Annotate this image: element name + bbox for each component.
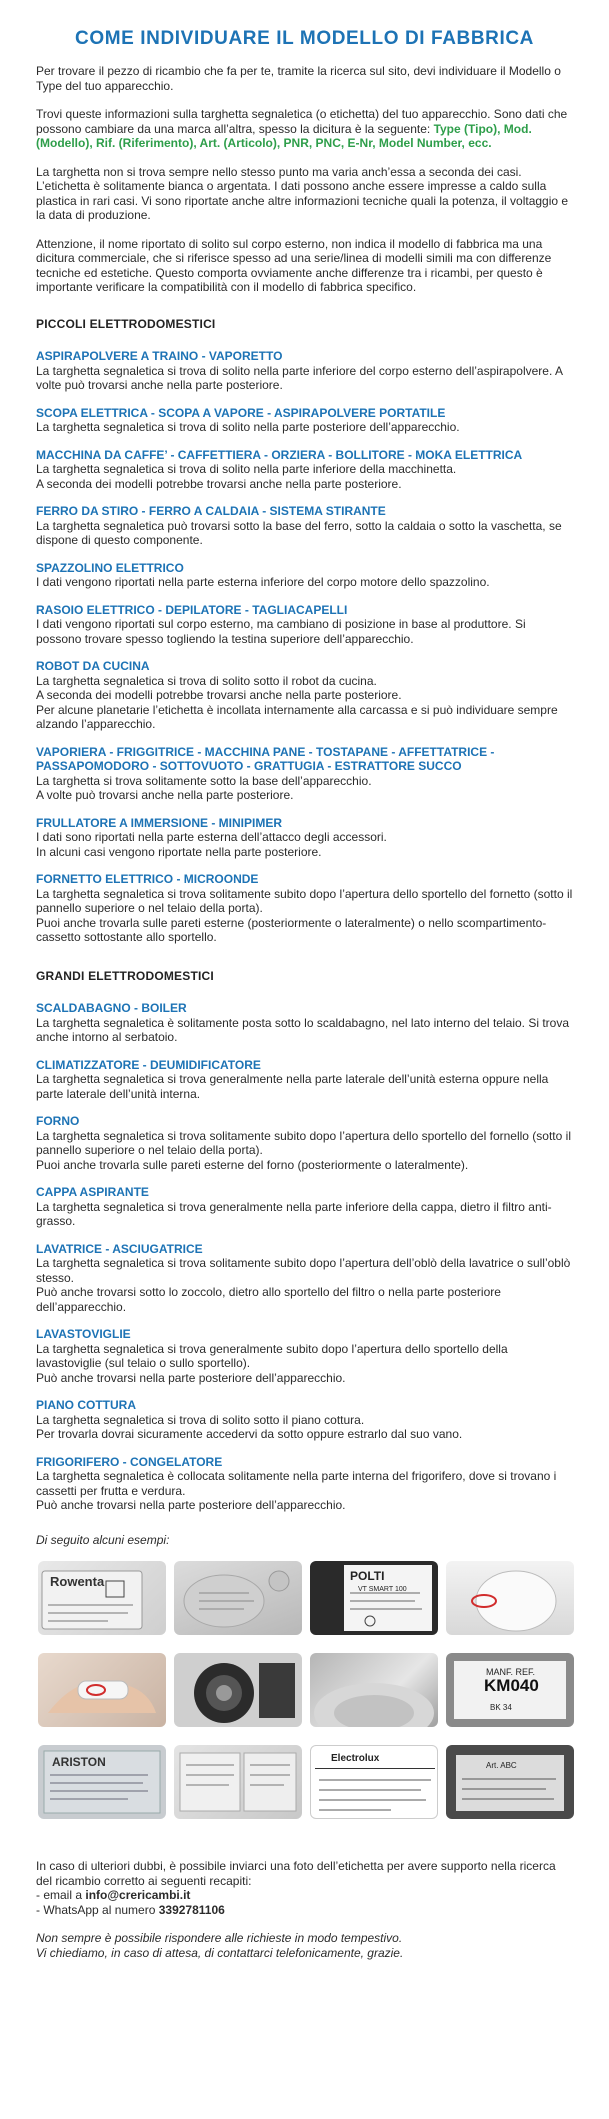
large-appliance-item-text: La targhetta segnaletica si trova solitamente subito dopo l’apertura dello sportello del fornello (sotto il pannello superiore o nel telaio della porta).	[36, 1128, 571, 1157]
example-photo-toothbrush-base	[446, 1561, 574, 1635]
art-text: Art. ABC	[486, 1761, 517, 1770]
small-appliance-item	[36, 745, 573, 803]
contact-whatsapp-row	[36, 1903, 573, 1918]
small-appliance-item-title: SPAZZOLINO ELETTRICO	[36, 560, 184, 575]
small-appliance-item-text: La targhetta segnaletica si trova solitamente subito dopo l’apertura dello sportello del fornetto (sotto il pannello superiore o nel telaio della porta).	[36, 886, 573, 915]
small-appliance-item	[36, 448, 573, 492]
brand-text: Rowenta	[50, 1574, 105, 1589]
large-appliance-item	[36, 1001, 573, 1045]
page-title: COME INDIVIDUARE IL MODELLO DI FABBRICA	[75, 28, 534, 49]
small-appliance-item-text: La targhetta segnaletica si trova di solito nella parte inferiore del corpo esterno dell’aspirapolvere. A volte può trovarsi anche nella parte posteriore.	[36, 363, 563, 392]
small-appliance-item-text: A seconda dei modelli potrebbe trovarsi anche nella parte posteriore.	[36, 688, 402, 702]
small-appliance-item	[36, 504, 573, 548]
large-appliance-item	[36, 1058, 573, 1102]
large-appliance-item	[36, 1398, 573, 1442]
intro-paragraph-1: Per trovare il pezzo di ricambio che fa per te, tramite la ricerca sul sito, devi individuare il Modello o Type del tuo apparecchio.	[36, 64, 561, 93]
whatsapp-prefix: - WhatsApp al numero	[36, 1902, 159, 1917]
email-prefix: - email a	[36, 1888, 86, 1902]
large-appliance-item-text: La targhetta segnaletica è collocata solitamente nella parte interna del frigorifero, dove si trovano i cassetti per frutta e verdura.	[36, 1469, 557, 1498]
example-photo-embossed-label	[174, 1561, 302, 1635]
small-appliance-item-text: La targhetta segnaletica si trova di solito sotto il robot da cucina.	[36, 673, 377, 688]
example-photo-km040-label	[446, 1653, 574, 1727]
example-photo-ariston-label	[38, 1745, 166, 1819]
small-appliance-item-title: FRULLATORE A IMMERSIONE - MINIPIMER	[36, 815, 282, 830]
small-appliance-item-text: Puoi anche trovarla sulle pareti esterne (posteriormente o lateralmente) o nello scompartimento-cassetto sottostante allo sportello.	[36, 915, 547, 944]
hand-illustration	[38, 1653, 166, 1727]
whatsapp-number[interactable]: 3392781106	[158, 1902, 225, 1917]
toothbrush-illustration	[446, 1561, 574, 1635]
example-photo-dark-label	[446, 1745, 574, 1819]
example-photo-silver-label	[174, 1745, 302, 1819]
label-illustration	[446, 1745, 574, 1819]
large-appliance-item-title: LAVASTOVIGLIE	[36, 1327, 131, 1341]
small-appliance-item	[36, 349, 573, 393]
large-appliance-item	[36, 1114, 573, 1172]
large-appliance-item	[36, 1242, 573, 1315]
small-appliance-item-text: I dati sono riportati nella parte esterna dell’attacco degli accessori.	[36, 830, 387, 844]
intro-paragraph-2-text: Trovi queste informazioni sulla targhetta segnaletica (o etichetta) del tuo apparecchio. Sono dati che possono cambiare da una marca all’altra, spesso la dicitura è la seguente:	[36, 107, 568, 136]
small-appliance-item	[36, 561, 573, 590]
large-appliance-item-text: Per trovarla dovrai sicuramente accedervi da sotto oppure estrarlo dal suo vano.	[36, 1427, 463, 1441]
small-appliance-item-text: Per alcune planetarie l’etichetta è incollata internamente alla carcassa e si può individuare sempre alzando l’apparecchio.	[36, 702, 558, 731]
large-appliance-item-text: La targhetta segnaletica si trova solitamente subito dopo l’apertura dell’oblò della lavatrice o sull’oblò stesso.	[36, 1256, 571, 1285]
small-appliance-item-text: La targhetta segnaletica si trova di solito nella parte inferiore della macchinetta.	[36, 462, 457, 476]
example-photo-polti-label	[310, 1561, 438, 1635]
small-appliance-item-text: La targhetta segnaletica può trovarsi sotto la base del ferro, sotto la caldaia o sotto la vaschetta, se dispone di questo componente.	[36, 518, 562, 547]
large-appliance-item-text: La targhetta segnaletica si trova generalmente subito dopo l’apertura dello sportello della lavastoviglie (sul telaio o sullo sportello).	[36, 1341, 508, 1370]
small-appliance-item-title: SCOPA ELETTRICA - SCOPA A VAPORE - ASPIRAPOLVERE PORTATILE	[36, 405, 446, 420]
manf-ref-text: MANF. REF.	[486, 1667, 536, 1677]
small-appliance-item	[36, 872, 573, 945]
small-appliance-item	[36, 406, 573, 435]
small-appliance-item-text: I dati vengono riportati sul corpo esterno, ma cambiano di posizione in base al produttore. Si possono trovare spesso togliendo la testina superiore dell’apparecchio.	[36, 617, 526, 646]
email-link[interactable]: info@crericambi.it	[85, 1888, 191, 1902]
label-illustration	[174, 1745, 302, 1819]
large-appliance-item-title: FORNO	[36, 1114, 80, 1128]
label-illustration	[38, 1561, 166, 1635]
small-appliance-item-text: La targhetta si trova solitamente sotto la base dell’apparecchio.	[36, 773, 372, 788]
small-appliance-item-title: RASOIO ELETTRICO - DEPILATORE - TAGLIACAPELLI	[36, 602, 348, 617]
brand-text: POLTI	[350, 1569, 385, 1583]
note-line-2: Vi chiediamo, in caso di attesa, di contattarci telefonicamente, grazie.	[36, 1945, 404, 1960]
large-appliance-item	[36, 1455, 573, 1513]
underside-illustration	[310, 1653, 438, 1727]
large-appliance-item-text: Può anche trovarsi nella parte posteriore dell’apparecchio.	[36, 1498, 346, 1512]
example-photo-appliance-underside	[310, 1653, 438, 1727]
small-appliance-item-text: La targhetta segnaletica si trova di solito nella parte posteriore dell’apparecchio.	[36, 420, 460, 434]
note-line-1: Non sempre è possibile rispondere alle richieste in modo tempestivo.	[36, 1931, 403, 1945]
intro-paragraph-4: Attenzione, il nome riportato di solito sul corpo esterno, non indica il modello di fabbrica ma una dicitura commerciale, che si riferisce spesso ad una serie/linea di modelli simili ma con differenze tecniche ed estetiche. Questo comporta ovviamente anche differenze tra i ricambi, per questo è importante verificare la compatibilità con il modello di fabbrica specifico.	[36, 236, 552, 294]
large-appliance-item-title: FRIGORIFERO - CONGELATORE	[36, 1454, 223, 1469]
contact-intro: In caso di ulteriori dubbi, è possibile inviarci una foto dell’etichetta per avere supporto nella ricerca del ricambio corretto ai seguenti recapiti:	[36, 1859, 556, 1888]
small-appliance-item	[36, 816, 573, 860]
large-appliance-item-text: La targhetta segnaletica si trova generalmente nella parte inferiore della cappa, dietro il filtro anti-grasso.	[36, 1199, 552, 1228]
large-appliance-item-text: La targhetta segnaletica si trova generalmente nella parte laterale dell’unità esterna oppure nella parte laterale dell’unità interna.	[36, 1072, 549, 1101]
examples-label: Di seguito alcuni esempi:	[36, 1532, 170, 1547]
small-appliance-item-title: FERRO DA STIRO - FERRO A CALDAIA - SISTEMA STIRANTE	[36, 504, 386, 518]
brand-text: Electrolux	[331, 1753, 380, 1764]
intro-paragraph-3: La targhetta non si trova sempre nello stesso punto ma varia anch’essa a seconda dei casi. L’etichetta è solitamente bianca o argentata. I dati possono anche essere impresse a caldo sulla plastica in rari casi. Vi sono riportate anche altre informazioni tecniche quali la potenza, il voltaggio e la data di produzione.	[36, 164, 569, 222]
small-appliance-item-text: I dati vengono riportati nella parte esterna inferiore del corpo motore dello spazzolino.	[36, 575, 490, 589]
model-code-text: KM040	[484, 1676, 539, 1695]
small-appliance-item	[36, 659, 573, 732]
response-note	[36, 1931, 573, 1960]
example-photo-hand-device	[38, 1653, 166, 1727]
large-appliance-item	[36, 1185, 573, 1229]
small-appliances-list	[36, 349, 573, 945]
small-appliance-item-title: MACCHINA DA CAFFE’ - CAFFETTIERA - ORZIERA - BOLLITORE - MOKA ELETTRICA	[36, 447, 523, 462]
label-keywords: Type (Tipo), Mod. (Modello), Rif. (Riferimento), Art. (Articolo), PNR, PNC, E-Nr, Model Number, ecc.	[36, 121, 532, 150]
example-photo-rowenta-label	[38, 1561, 166, 1635]
small-appliance-item-text: A seconda dei modelli potrebbe trovarsi anche nella parte posteriore.	[36, 476, 402, 491]
large-appliance-item-title: SCALDABAGNO - BOILER	[36, 1001, 187, 1015]
intro-paragraph-2	[36, 107, 573, 151]
contact-section	[36, 1859, 573, 1917]
example-photo-electrolux-label	[310, 1745, 438, 1819]
small-appliance-item-text: A volte può trovarsi anche nella parte posteriore.	[36, 788, 294, 802]
large-appliance-item-title: PIANO COTTURA	[36, 1398, 136, 1412]
large-appliance-item-title: CLIMATIZZATORE - DEUMIDIFICATORE	[36, 1057, 261, 1072]
brand-text: ARISTON	[52, 1755, 106, 1769]
small-appliance-item	[36, 603, 573, 647]
small-appliance-item-text: In alcuni casi vengono riportate nella parte posteriore.	[36, 844, 322, 859]
contact-email-row	[36, 1888, 573, 1903]
example-photo-grid	[38, 1561, 573, 1819]
large-appliance-item	[36, 1327, 573, 1385]
large-appliance-item-text: Può anche trovarsi sotto lo zoccolo, dietro allo sportello del filtro o nella parte posteriore dell’apparecchio.	[36, 1285, 501, 1314]
small-appliance-item-title: ASPIRAPOLVERE A TRAINO - VAPORETTO	[36, 349, 283, 363]
large-appliance-item-text: La targhetta segnaletica è solitamente posta sotto lo scaldabagno, nel lato interno del telaio. Si trova anche intorno al serbatoio.	[36, 1015, 570, 1044]
model-text: VT SMART 100	[358, 1586, 407, 1593]
large-appliance-item-text: Puoi anche trovarla sulle pareti esterne del forno (posteriormente o lateralmente).	[36, 1157, 469, 1172]
small-appliance-item-title: ROBOT DA CUCINA	[36, 659, 150, 673]
series-text: BK 34	[490, 1703, 512, 1712]
embossed-illustration	[174, 1561, 302, 1635]
small-appliances-heading: PICCOLI ELETTRODOMESTICI	[36, 316, 216, 331]
large-appliance-item-text: Può anche trovarsi nella parte posteriore dell’apparecchio.	[36, 1370, 346, 1385]
large-appliance-item-title: LAVATRICE - ASCIUGATRICE	[36, 1241, 203, 1256]
small-appliance-item-title: VAPORIERA - FRIGGITRICE - MACCHINA PANE - TOSTAPANE - AFFETTATRICE - PASSAPOMODORO - SOTTOVUOTO - GRATTUGIA - ESTRATTORE SUCCO	[36, 744, 495, 773]
large-appliances-list	[36, 1001, 573, 1513]
small-appliance-item-title: FORNETTO ELETTRICO - MICROONDE	[36, 872, 259, 886]
large-appliance-item-text: La targhetta segnaletica si trova di solito sotto il piano cottura.	[36, 1412, 365, 1427]
large-appliance-item-title: CAPPA ASPIRANTE	[36, 1185, 149, 1199]
motor-illustration	[174, 1653, 302, 1727]
large-appliances-heading: GRANDI ELETTRODOMESTICI	[36, 968, 214, 983]
example-photo-motor	[174, 1653, 302, 1727]
